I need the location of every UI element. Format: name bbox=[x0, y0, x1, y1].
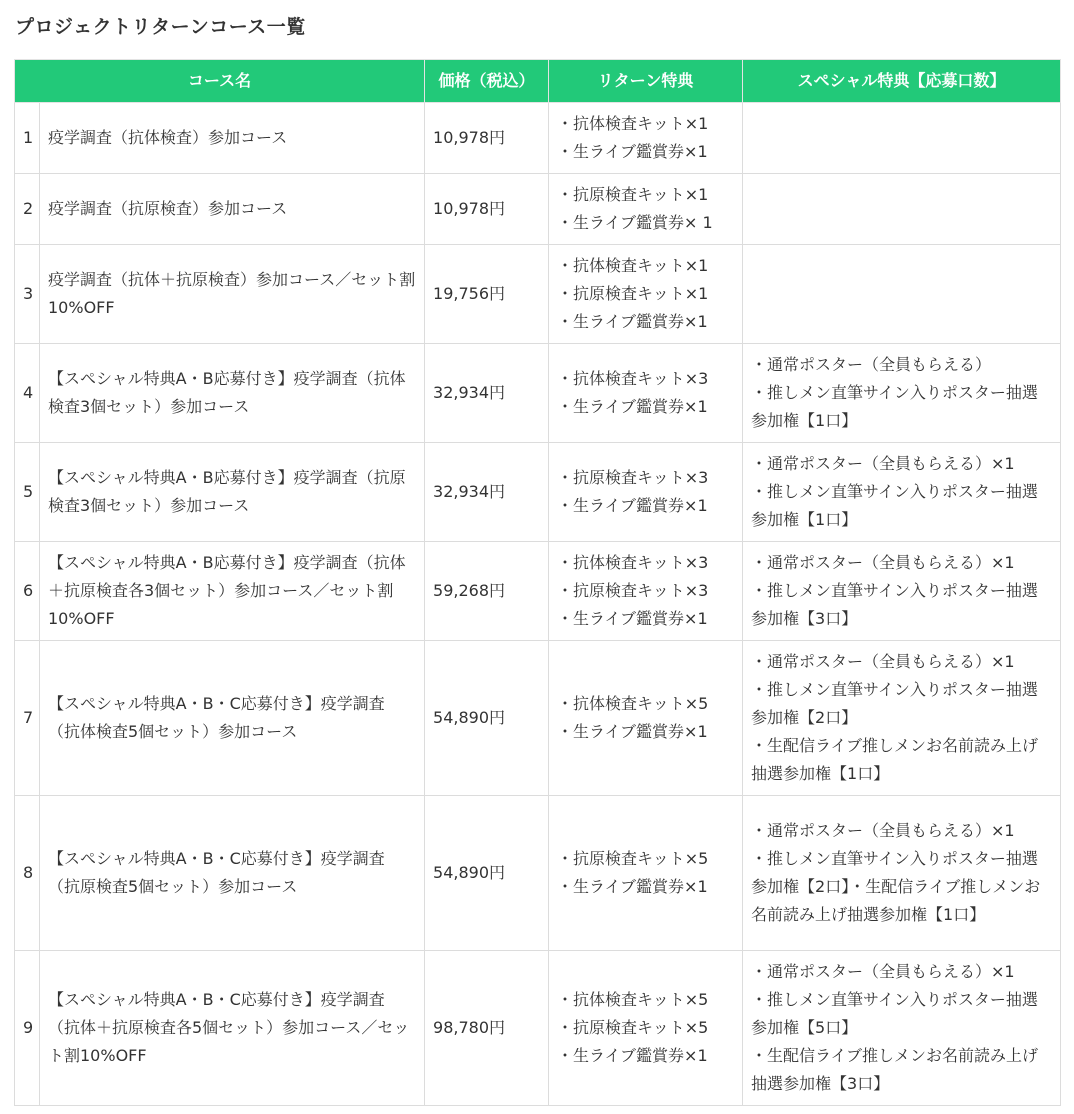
returns-cell bbox=[549, 542, 743, 641]
table-row bbox=[15, 443, 1061, 542]
special-cell bbox=[743, 344, 1061, 443]
page-title: プロジェクトリターンコース一覧 bbox=[15, 16, 306, 38]
special-cell bbox=[743, 796, 1061, 951]
table-row bbox=[15, 951, 1061, 1106]
return-item: ・生ライブ鑑賞券×1 bbox=[557, 722, 708, 741]
returns-cell bbox=[549, 951, 743, 1106]
return-item: ・抗原検査キット×5 bbox=[557, 1018, 709, 1037]
table-row bbox=[15, 174, 1061, 245]
special-cell bbox=[743, 174, 1061, 245]
return-item: ・生ライブ鑑賞券×1 bbox=[557, 312, 708, 331]
returns-cell bbox=[549, 796, 743, 951]
returns-cell bbox=[549, 641, 743, 796]
table-row bbox=[15, 796, 1061, 951]
course-price: 10,978円 bbox=[425, 103, 549, 174]
course-name: 【スペシャル特典A・B・C応募付き】疫学調査（抗体検査5個セット）参加コース bbox=[48, 694, 385, 741]
course-price: 19,756円 bbox=[425, 245, 549, 344]
table-body bbox=[15, 103, 1061, 1106]
course-name: 疫学調査（抗原検査）参加コース bbox=[48, 199, 288, 218]
header-special: スペシャル特典【応募口数】 bbox=[743, 60, 1061, 103]
special-cell bbox=[743, 245, 1061, 344]
return-item: ・生ライブ鑑賞券×1 bbox=[557, 609, 708, 628]
row-number: 1 bbox=[15, 103, 40, 174]
course-name-cell bbox=[40, 245, 425, 344]
returns-cell bbox=[549, 443, 743, 542]
return-item: ・抗原検査キット×3 bbox=[557, 468, 709, 487]
special-text: ・通常ポスター（全員もらえる）×1 ・推しメン直筆サイン入りポスター抽選参加権【2口】 ・生配信ライブ推しメンお名前読み上げ抽選参加権【1口】 bbox=[751, 652, 1039, 783]
return-item: ・抗体検査キット×1 bbox=[557, 256, 709, 275]
course-name: 【スペシャル特典A・B応募付き】疫学調査（抗体＋抗原検査各3個セット）参加コース／セット割10%OFF bbox=[48, 553, 406, 628]
return-item: ・生ライブ鑑賞券× 1 bbox=[557, 213, 713, 232]
returns-cell bbox=[549, 344, 743, 443]
course-name: 【スペシャル特典A・B・C応募付き】疫学調査（抗原検査5個セット）参加コース bbox=[48, 849, 385, 896]
course-name-cell bbox=[40, 641, 425, 796]
course-name-cell bbox=[40, 344, 425, 443]
header-returns: リターン特典 bbox=[549, 60, 743, 103]
special-text: ・通常ポスター（全員もらえる） ・推しメン直筆サイン入りポスター抽選参加権【1口】 bbox=[751, 355, 1038, 430]
course-name-cell bbox=[40, 542, 425, 641]
return-item: ・生ライブ鑑賞券×1 bbox=[557, 877, 708, 896]
course-name-cell bbox=[40, 951, 425, 1106]
row-number: 2 bbox=[15, 174, 40, 245]
table-header-row bbox=[15, 60, 1061, 103]
course-name: 【スペシャル特典A・B応募付き】疫学調査（抗体検査3個セット）参加コース bbox=[48, 369, 406, 416]
special-text: ・通常ポスター（全員もらえる）×1 ・推しメン直筆サイン入りポスター抽選参加権【1口】 bbox=[751, 454, 1038, 529]
returns-cell bbox=[549, 245, 743, 344]
course-name-cell bbox=[40, 443, 425, 542]
row-number: 7 bbox=[15, 641, 40, 796]
table-row bbox=[15, 103, 1061, 174]
special-cell bbox=[743, 443, 1061, 542]
course-name-cell bbox=[40, 103, 425, 174]
return-item: ・抗原検査キット×5 bbox=[557, 849, 709, 868]
course-name-cell bbox=[40, 174, 425, 245]
return-item: ・生ライブ鑑賞券×1 bbox=[557, 142, 708, 161]
return-item: ・抗原検査キット×1 bbox=[557, 284, 709, 303]
course-price: 32,934円 bbox=[425, 443, 549, 542]
special-text: ・通常ポスター（全員もらえる）×1 ・推しメン直筆サイン入りポスター抽選参加権【2口】・生配信ライブ推しメンお名前読み上げ抽選参加権【1口】 bbox=[751, 821, 1041, 924]
return-item: ・抗体検査キット×3 bbox=[557, 553, 709, 572]
row-number: 6 bbox=[15, 542, 40, 641]
header-price: 価格（税込） bbox=[425, 60, 549, 103]
course-name: 疫学調査（抗体検査）参加コース bbox=[48, 128, 288, 147]
special-cell bbox=[743, 951, 1061, 1106]
return-item: ・生ライブ鑑賞券×1 bbox=[557, 397, 708, 416]
course-price: 98,780円 bbox=[425, 951, 549, 1106]
table-row bbox=[15, 641, 1061, 796]
special-cell bbox=[743, 542, 1061, 641]
row-number: 4 bbox=[15, 344, 40, 443]
course-name: 【スペシャル特典A・B・C応募付き】疫学調査（抗体＋抗原検査各5個セット）参加コース／セット割10%OFF bbox=[48, 990, 410, 1065]
return-item: ・抗原検査キット×1 bbox=[557, 185, 709, 204]
table-row bbox=[15, 344, 1061, 443]
return-item: ・抗体検査キット×3 bbox=[557, 369, 709, 388]
return-item: ・抗原検査キット×3 bbox=[557, 581, 709, 600]
return-item: ・生ライブ鑑賞券×1 bbox=[557, 1046, 708, 1065]
special-text: ・通常ポスター（全員もらえる）×1 ・推しメン直筆サイン入りポスター抽選参加権【5口】 ・生配信ライブ推しメンお名前読み上げ抽選参加権【3口】 bbox=[751, 962, 1039, 1093]
course-name: 疫学調査（抗体＋抗原検査）参加コース／セット割10%OFF bbox=[48, 270, 416, 317]
special-text: ・通常ポスター（全員もらえる）×1 ・推しメン直筆サイン入りポスター抽選参加権【3口】 bbox=[751, 553, 1038, 628]
return-item: ・生ライブ鑑賞券×1 bbox=[557, 496, 708, 515]
course-price: 59,268円 bbox=[425, 542, 549, 641]
returns-cell bbox=[549, 174, 743, 245]
course-price: 54,890円 bbox=[425, 641, 549, 796]
row-number: 3 bbox=[15, 245, 40, 344]
course-price: 32,934円 bbox=[425, 344, 549, 443]
table-row bbox=[15, 245, 1061, 344]
returns-cell bbox=[549, 103, 743, 174]
return-item: ・抗体検査キット×5 bbox=[557, 990, 709, 1009]
course-name: 【スペシャル特典A・B応募付き】疫学調査（抗原検査3個セット）参加コース bbox=[48, 468, 406, 515]
row-number: 8 bbox=[15, 796, 40, 951]
row-number: 5 bbox=[15, 443, 40, 542]
row-number: 9 bbox=[15, 951, 40, 1106]
special-cell bbox=[743, 103, 1061, 174]
table-row bbox=[15, 542, 1061, 641]
course-name-cell bbox=[40, 796, 425, 951]
return-item: ・抗体検査キット×1 bbox=[557, 114, 709, 133]
header-course-name: コース名 bbox=[15, 60, 425, 103]
return-item: ・抗体検査キット×5 bbox=[557, 694, 709, 713]
course-price: 54,890円 bbox=[425, 796, 549, 951]
course-table bbox=[14, 59, 1061, 1106]
special-cell bbox=[743, 641, 1061, 796]
course-price: 10,978円 bbox=[425, 174, 549, 245]
